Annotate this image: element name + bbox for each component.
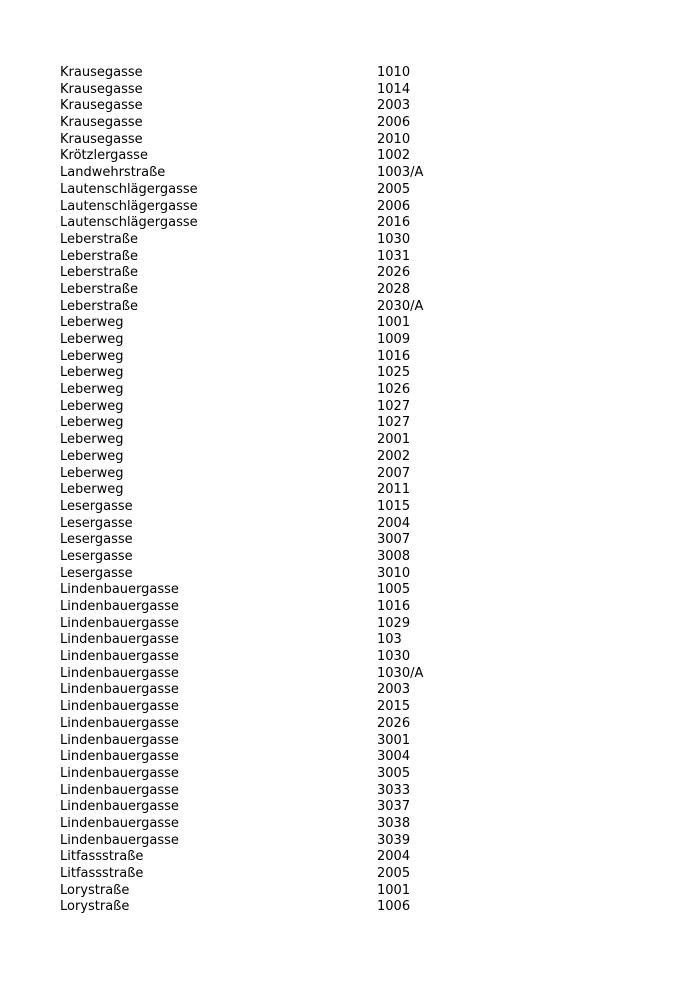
table-row bbox=[60, 899, 660, 916]
table-row bbox=[60, 566, 660, 583]
table-row bbox=[60, 499, 660, 516]
street-name-cell: Lesergasse bbox=[60, 515, 133, 531]
table-row bbox=[60, 232, 660, 249]
house-number-cell: 2006 bbox=[377, 115, 411, 131]
street-name-cell: Lindenbauergasse bbox=[60, 632, 179, 648]
house-number-cell: 3010 bbox=[377, 565, 411, 581]
table-row bbox=[60, 282, 660, 299]
house-number-cell: 1027 bbox=[377, 398, 411, 414]
house-number-cell: 1002 bbox=[377, 148, 411, 164]
table-row bbox=[60, 199, 660, 216]
street-name-cell: Leberweg bbox=[60, 365, 124, 381]
street-name-cell: Litfassstraße bbox=[60, 849, 144, 865]
street-name-cell: Litfassstraße bbox=[60, 866, 144, 881]
house-number-cell: 1009 bbox=[377, 332, 411, 347]
table-row bbox=[60, 315, 660, 332]
house-number-cell: 2026 bbox=[377, 265, 411, 281]
table-row bbox=[60, 699, 660, 716]
street-name-cell: Lesergasse bbox=[60, 498, 133, 514]
house-number-cell: 103 bbox=[377, 632, 402, 648]
table-row bbox=[60, 449, 660, 466]
street-name-cell: Lindenbauergasse bbox=[60, 782, 179, 798]
table-row bbox=[60, 549, 660, 566]
table-row bbox=[60, 148, 660, 165]
house-number-cell: 2026 bbox=[377, 715, 411, 731]
table-row bbox=[60, 382, 660, 399]
house-number-cell: 2003 bbox=[377, 98, 411, 114]
house-number-cell: 2028 bbox=[377, 281, 411, 297]
table-row bbox=[60, 666, 660, 683]
street-name-cell: Leberstraße bbox=[60, 298, 138, 314]
street-name-cell: Lesergasse bbox=[60, 532, 133, 548]
house-number-cell: 1014 bbox=[377, 81, 411, 97]
house-number-cell: 1030/A bbox=[377, 665, 424, 681]
street-name-cell: Lindenbauergasse bbox=[60, 665, 179, 681]
house-number-cell: 1016 bbox=[377, 599, 411, 614]
house-number-cell: 1029 bbox=[377, 615, 411, 631]
address-table bbox=[60, 65, 660, 916]
house-number-cell: 1016 bbox=[377, 348, 411, 364]
house-number-cell: 3008 bbox=[377, 548, 411, 564]
table-row bbox=[60, 833, 660, 850]
house-number-cell: 3037 bbox=[377, 799, 411, 815]
street-name-cell: Leberweg bbox=[60, 398, 124, 414]
table-row bbox=[60, 299, 660, 316]
table-row bbox=[60, 432, 660, 449]
table-row bbox=[60, 249, 660, 266]
street-name-cell: Leberweg bbox=[60, 465, 124, 481]
street-name-cell: Krausegasse bbox=[60, 131, 143, 147]
table-row bbox=[60, 516, 660, 533]
table-row bbox=[60, 783, 660, 800]
street-name-cell: Lindenbauergasse bbox=[60, 832, 179, 848]
street-name-cell: Leberweg bbox=[60, 382, 124, 398]
street-name-cell: Leberstraße bbox=[60, 265, 138, 281]
house-number-cell: 1030 bbox=[377, 231, 411, 247]
street-name-cell: Leberweg bbox=[60, 315, 124, 331]
table-row bbox=[60, 682, 660, 699]
table-row bbox=[60, 132, 660, 149]
street-name-cell: Lautenschlägergasse bbox=[60, 181, 198, 197]
house-number-cell: 1006 bbox=[377, 899, 411, 915]
house-number-cell: 1001 bbox=[377, 882, 411, 898]
table-row bbox=[60, 82, 660, 99]
house-number-cell: 2004 bbox=[377, 515, 411, 531]
table-row bbox=[60, 649, 660, 666]
street-name-cell: Lindenbauergasse bbox=[60, 715, 179, 731]
table-row bbox=[60, 532, 660, 549]
street-name-cell: Krausegasse bbox=[60, 98, 143, 114]
street-name-cell: Leberstraße bbox=[60, 231, 138, 247]
table-row bbox=[60, 482, 660, 499]
street-name-cell: Leberweg bbox=[60, 482, 124, 498]
house-number-cell: 2010 bbox=[377, 131, 411, 147]
house-number-cell: 2015 bbox=[377, 699, 411, 715]
street-name-cell: Lindenbauergasse bbox=[60, 615, 179, 631]
house-number-cell: 3004 bbox=[377, 749, 411, 765]
house-number-cell: 2001 bbox=[377, 432, 411, 448]
house-number-cell: 1030 bbox=[377, 649, 411, 665]
street-name-cell: Landwehrstraße bbox=[60, 165, 166, 181]
house-number-cell: 3033 bbox=[377, 782, 411, 798]
street-name-cell: Lindenbauergasse bbox=[60, 765, 179, 781]
house-number-cell: 1003/A bbox=[377, 165, 424, 181]
street-name-cell: Leberweg bbox=[60, 415, 124, 431]
table-row bbox=[60, 399, 660, 416]
table-row bbox=[60, 632, 660, 649]
house-number-cell: 1010 bbox=[377, 65, 411, 80]
street-name-cell: Krausegasse bbox=[60, 81, 143, 97]
table-row bbox=[60, 733, 660, 750]
table-row bbox=[60, 215, 660, 232]
street-name-cell: Lindenbauergasse bbox=[60, 815, 179, 831]
street-name-cell: Lesergasse bbox=[60, 548, 133, 564]
house-number-cell: 3005 bbox=[377, 765, 411, 781]
street-name-cell: Lesergasse bbox=[60, 565, 133, 581]
house-number-cell: 1015 bbox=[377, 498, 411, 514]
table-row bbox=[60, 599, 660, 616]
table-row bbox=[60, 265, 660, 282]
street-name-cell: Lorystraße bbox=[60, 899, 130, 915]
street-name-cell: Krausegasse bbox=[60, 65, 143, 80]
table-row bbox=[60, 766, 660, 783]
table-row bbox=[60, 349, 660, 366]
street-name-cell: Leberweg bbox=[60, 332, 124, 347]
street-name-cell: Lindenbauergasse bbox=[60, 799, 179, 815]
street-name-cell: Leberstraße bbox=[60, 281, 138, 297]
street-name-cell: Lindenbauergasse bbox=[60, 682, 179, 698]
street-name-cell: Lautenschlägergasse bbox=[60, 198, 198, 214]
street-name-cell: Lindenbauergasse bbox=[60, 582, 179, 598]
house-number-cell: 2005 bbox=[377, 866, 411, 881]
street-name-cell: Lorystraße bbox=[60, 882, 130, 898]
table-row bbox=[60, 415, 660, 432]
street-name-cell: Leberweg bbox=[60, 432, 124, 448]
house-number-cell: 2003 bbox=[377, 682, 411, 698]
house-number-cell: 2030/A bbox=[377, 298, 424, 314]
table-row bbox=[60, 65, 660, 82]
house-number-cell: 3007 bbox=[377, 532, 411, 548]
street-name-cell: Lindenbauergasse bbox=[60, 699, 179, 715]
house-number-cell: 3001 bbox=[377, 732, 411, 748]
street-name-cell: Lindenbauergasse bbox=[60, 649, 179, 665]
street-name-cell: Leberweg bbox=[60, 448, 124, 464]
house-number-cell: 2002 bbox=[377, 448, 411, 464]
street-name-cell: Krausegasse bbox=[60, 115, 143, 131]
house-number-cell: 2016 bbox=[377, 215, 411, 231]
house-number-cell: 2005 bbox=[377, 181, 411, 197]
house-number-cell: 1027 bbox=[377, 415, 411, 431]
house-number-cell: 2004 bbox=[377, 849, 411, 865]
table-row bbox=[60, 582, 660, 599]
street-name-cell: Krötzlergasse bbox=[60, 148, 148, 164]
table-row bbox=[60, 866, 660, 883]
table-row bbox=[60, 165, 660, 182]
street-name-cell: Lindenbauergasse bbox=[60, 599, 179, 614]
table-row bbox=[60, 616, 660, 633]
table-row bbox=[60, 115, 660, 132]
street-name-cell: Lindenbauergasse bbox=[60, 749, 179, 765]
table-row bbox=[60, 816, 660, 833]
table-row bbox=[60, 849, 660, 866]
table-row bbox=[60, 332, 660, 349]
table-row bbox=[60, 799, 660, 816]
table-row bbox=[60, 466, 660, 483]
house-number-cell: 2006 bbox=[377, 198, 411, 214]
street-name-cell: Leberstraße bbox=[60, 248, 138, 264]
street-name-cell: Lautenschlägergasse bbox=[60, 215, 198, 231]
table-row bbox=[60, 883, 660, 900]
street-name-cell: Leberweg bbox=[60, 348, 124, 364]
table-row bbox=[60, 365, 660, 382]
house-number-cell: 3038 bbox=[377, 815, 411, 831]
house-number-cell: 1026 bbox=[377, 382, 411, 398]
house-number-cell: 1031 bbox=[377, 248, 411, 264]
house-number-cell: 1001 bbox=[377, 315, 411, 331]
table-row bbox=[60, 716, 660, 733]
house-number-cell: 2011 bbox=[377, 482, 411, 498]
table-row bbox=[60, 98, 660, 115]
table-row bbox=[60, 749, 660, 766]
house-number-cell: 2007 bbox=[377, 465, 411, 481]
street-name-cell: Lindenbauergasse bbox=[60, 732, 179, 748]
table-row bbox=[60, 182, 660, 199]
house-number-cell: 1005 bbox=[377, 582, 411, 598]
house-number-cell: 3039 bbox=[377, 832, 411, 848]
house-number-cell: 1025 bbox=[377, 365, 411, 381]
